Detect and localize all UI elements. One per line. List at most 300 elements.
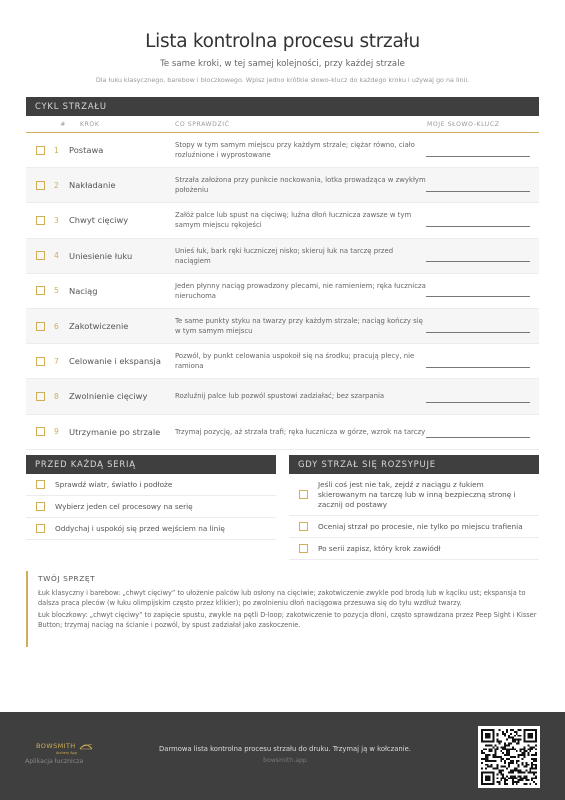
qr-module bbox=[510, 777, 512, 779]
tip-paragraph: Łuk klasyczny i barebow: „chwyt cięciwy” to ułożenie palców lub osłony na cięciwie; zakotwiczenie zwykle pod brodą lub w kąciku ust; ekspansja to dalsza praca pleców (w łuku olimpijskim często przez klikier); po zwolnieniu dłoń naciągowa przesuwa się do tyłu wzdłuż twarzy. bbox=[38, 589, 526, 607]
qr-module bbox=[506, 754, 508, 756]
step-name: Nakładanie bbox=[69, 180, 116, 191]
qr-module bbox=[500, 773, 502, 775]
qr-module bbox=[520, 748, 522, 750]
qr-module bbox=[496, 773, 498, 775]
qr-module bbox=[506, 758, 508, 760]
qr-module bbox=[506, 744, 508, 746]
qr-module bbox=[508, 750, 510, 752]
step-name: Uniesienie łuku bbox=[69, 250, 133, 261]
qr-module bbox=[506, 731, 508, 733]
qr-module bbox=[504, 744, 506, 746]
qr-module bbox=[495, 744, 497, 746]
qr-module bbox=[502, 733, 504, 735]
qr-module bbox=[481, 775, 483, 777]
qr-module bbox=[493, 733, 495, 735]
qr-module bbox=[506, 775, 508, 777]
qr-module bbox=[518, 741, 520, 743]
qr-module bbox=[512, 737, 514, 739]
qr-module bbox=[512, 729, 514, 731]
qr-module bbox=[496, 735, 498, 737]
qr-module bbox=[535, 739, 537, 741]
item-checkbox[interactable] bbox=[36, 480, 45, 489]
qr-module bbox=[516, 781, 518, 783]
qr-module bbox=[500, 760, 502, 762]
qr-module bbox=[531, 741, 533, 743]
qr-module bbox=[531, 777, 533, 779]
qr-module bbox=[487, 764, 489, 766]
item-checkbox[interactable] bbox=[299, 544, 308, 553]
qr-module bbox=[510, 756, 512, 758]
step-name: Naciąg bbox=[69, 285, 98, 296]
keyword-input-line[interactable] bbox=[426, 437, 530, 438]
qr-module bbox=[514, 735, 516, 737]
brand-wordmark bbox=[36, 742, 96, 750]
brand-app-label: Aplikacja łucznicza bbox=[25, 758, 84, 765]
keyword-input-line[interactable] bbox=[426, 191, 530, 192]
qr-module bbox=[500, 741, 502, 743]
qr-module bbox=[512, 762, 514, 764]
footer-text: Darmowa lista kontrolna procesu strzału do druku. Trzymaj ją w kołczanie. bbox=[159, 745, 411, 753]
qr-module bbox=[504, 733, 506, 735]
qr-module bbox=[523, 733, 525, 735]
qr-module bbox=[527, 744, 529, 746]
qr-module bbox=[525, 762, 527, 764]
qr-module bbox=[523, 741, 525, 743]
step-checkbox[interactable] bbox=[36, 427, 45, 436]
item-label: Po serii zapisz, który krok zawiódł bbox=[318, 543, 441, 553]
qr-module bbox=[527, 735, 529, 737]
qr-module bbox=[483, 729, 485, 731]
qr-module bbox=[527, 733, 529, 735]
qr-module bbox=[512, 756, 514, 758]
keyword-input-line[interactable] bbox=[426, 156, 530, 157]
list-item bbox=[26, 474, 276, 496]
qr-module bbox=[504, 779, 506, 781]
qr-module bbox=[527, 779, 529, 781]
qr-module bbox=[523, 752, 525, 754]
qr-module bbox=[506, 729, 508, 731]
qr-module bbox=[496, 766, 498, 768]
qr-module bbox=[533, 758, 535, 760]
qr-module bbox=[493, 773, 495, 775]
qr-module bbox=[489, 748, 491, 750]
qr-module bbox=[500, 771, 502, 773]
qr-module bbox=[489, 777, 491, 779]
qr-module bbox=[522, 752, 524, 754]
qr-module bbox=[489, 744, 491, 746]
qr-module bbox=[522, 754, 524, 756]
qr-module bbox=[529, 733, 531, 735]
qr-module bbox=[533, 773, 535, 775]
qr-module bbox=[483, 752, 485, 754]
qr-module bbox=[481, 779, 483, 781]
qr-module bbox=[514, 777, 516, 779]
qr-module bbox=[527, 729, 529, 731]
qr-module bbox=[504, 748, 506, 750]
list-item bbox=[26, 496, 276, 518]
qr-module bbox=[489, 775, 491, 777]
column-check: CO SPRAWDZIĆ bbox=[175, 120, 230, 128]
qr-module bbox=[535, 758, 537, 760]
qr-module bbox=[518, 729, 520, 731]
list-item bbox=[26, 518, 276, 540]
qr-module bbox=[512, 748, 514, 750]
qr-module bbox=[491, 741, 493, 743]
qr-module bbox=[525, 779, 527, 781]
qr-module bbox=[498, 781, 500, 783]
qr-module bbox=[510, 770, 512, 772]
qr-module bbox=[514, 731, 516, 733]
qr-module bbox=[500, 750, 502, 752]
qr-module bbox=[535, 731, 537, 733]
qr-module bbox=[485, 737, 487, 739]
qr-module bbox=[529, 741, 531, 743]
qr-module bbox=[491, 744, 493, 746]
qr-module bbox=[533, 764, 535, 766]
qr-module bbox=[487, 775, 489, 777]
qr-module bbox=[527, 764, 529, 766]
table-row bbox=[26, 239, 539, 274]
step-number: 5 bbox=[54, 286, 59, 296]
step-checkbox[interactable] bbox=[36, 181, 45, 190]
keyword-input-line[interactable] bbox=[426, 296, 530, 297]
qr-module bbox=[514, 770, 516, 772]
qr-module bbox=[502, 758, 504, 760]
qr-module bbox=[510, 775, 512, 777]
page-header bbox=[0, 0, 565, 84]
qr-module bbox=[525, 775, 527, 777]
qr-module bbox=[495, 754, 497, 756]
qr-module bbox=[483, 741, 485, 743]
qr-module bbox=[516, 768, 518, 770]
qr-module bbox=[485, 764, 487, 766]
qr-module bbox=[518, 764, 520, 766]
step-description: Załóż palce lub spust na cięciwę; luźna dłoń łucznicza zawsze w tym samym miejscu rękojeści bbox=[175, 211, 412, 230]
qr-module bbox=[483, 748, 485, 750]
qr-module bbox=[493, 731, 495, 733]
qr-module bbox=[489, 741, 491, 743]
qr-module bbox=[489, 735, 491, 737]
qr-module bbox=[500, 770, 502, 772]
qr-module bbox=[529, 783, 531, 785]
table-row bbox=[26, 379, 539, 414]
qr-module bbox=[508, 771, 510, 773]
qr-module bbox=[531, 766, 533, 768]
qr-module bbox=[531, 737, 533, 739]
step-number: 2 bbox=[54, 180, 59, 190]
qr-module bbox=[508, 752, 510, 754]
qr-module bbox=[495, 760, 497, 762]
qr-module bbox=[487, 744, 489, 746]
qr-module bbox=[495, 750, 497, 752]
qr-module bbox=[487, 735, 489, 737]
qr-module bbox=[493, 737, 495, 739]
qr-module bbox=[493, 775, 495, 777]
qr-module bbox=[535, 752, 537, 754]
qr-module bbox=[523, 739, 525, 741]
qr-module bbox=[535, 783, 537, 785]
qr-module bbox=[523, 777, 525, 779]
qr-module bbox=[535, 771, 537, 773]
qr-module bbox=[481, 781, 483, 783]
step-description: Strzała założona przy punkcie nockowania, lotka prowadząca w zwykłym położeniu bbox=[175, 176, 426, 195]
step-description: Pozwól, by punkt celowania uspokoił się na środku; pracują plecy, nie ramiona bbox=[175, 352, 415, 371]
qr-module bbox=[512, 760, 514, 762]
step-checkbox[interactable] bbox=[36, 286, 45, 295]
qr-module bbox=[516, 743, 518, 745]
qr-module bbox=[502, 770, 504, 772]
keyword-input-line[interactable] bbox=[426, 332, 530, 333]
qr-module bbox=[531, 733, 533, 735]
qr-module bbox=[518, 766, 520, 768]
qr-module bbox=[496, 781, 498, 783]
table-row bbox=[26, 133, 539, 168]
qr-module bbox=[485, 735, 487, 737]
qr-module bbox=[481, 729, 483, 731]
step-checkbox[interactable] bbox=[36, 322, 45, 331]
keyword-input-line[interactable] bbox=[426, 367, 530, 368]
qr-module bbox=[523, 783, 525, 785]
qr-module bbox=[531, 768, 533, 770]
brand-tagline: Archery App bbox=[56, 751, 77, 755]
step-name: Zakotwiczenie bbox=[69, 321, 129, 332]
table-row bbox=[26, 344, 539, 379]
qr-module bbox=[483, 771, 485, 773]
qr-module bbox=[489, 779, 491, 781]
table-row bbox=[26, 168, 539, 203]
qr-module bbox=[481, 733, 483, 735]
qr-module bbox=[535, 737, 537, 739]
step-name: Chwyt cięciwy bbox=[69, 215, 129, 226]
qr-module bbox=[512, 746, 514, 748]
qr-module bbox=[527, 754, 529, 756]
qr-module bbox=[481, 735, 483, 737]
qr-module bbox=[485, 756, 487, 758]
qr-module bbox=[510, 760, 512, 762]
qr-module bbox=[523, 771, 525, 773]
qr-module bbox=[510, 771, 512, 773]
qr-module bbox=[502, 775, 504, 777]
qr-module bbox=[489, 771, 491, 773]
qr-module bbox=[525, 741, 527, 743]
qr-module bbox=[516, 777, 518, 779]
qr-module bbox=[500, 766, 502, 768]
qr-module bbox=[533, 760, 535, 762]
qr-module bbox=[496, 739, 498, 741]
when-scatter-heading: GDY STRZAŁ SIĘ ROZSYPUJE bbox=[289, 455, 539, 474]
qr-module bbox=[527, 737, 529, 739]
qr-module bbox=[520, 777, 522, 779]
qr-module bbox=[504, 760, 506, 762]
qr-module bbox=[491, 766, 493, 768]
qr-module bbox=[522, 758, 524, 760]
qr-module bbox=[535, 733, 537, 735]
qr-module bbox=[500, 756, 502, 758]
qr-module bbox=[514, 741, 516, 743]
qr-module bbox=[493, 783, 495, 785]
qr-module bbox=[487, 783, 489, 785]
qr-module bbox=[493, 735, 495, 737]
item-checkbox[interactable] bbox=[36, 502, 45, 511]
qr-module bbox=[491, 750, 493, 752]
step-number: 1 bbox=[54, 145, 59, 155]
qr-module bbox=[487, 766, 489, 768]
step-checkbox[interactable] bbox=[36, 251, 45, 260]
keyword-input-line[interactable] bbox=[426, 402, 530, 403]
qr-module bbox=[514, 768, 516, 770]
qr-module bbox=[485, 777, 487, 779]
step-checkbox[interactable] bbox=[36, 357, 45, 366]
qr-module bbox=[512, 739, 514, 741]
qr-module bbox=[491, 729, 493, 731]
list-item bbox=[289, 516, 539, 538]
qr-module bbox=[506, 750, 508, 752]
qr-module bbox=[533, 768, 535, 770]
qr-module bbox=[496, 777, 498, 779]
qr-module bbox=[496, 756, 498, 758]
qr-module bbox=[485, 754, 487, 756]
qr-module bbox=[518, 743, 520, 745]
qr-module bbox=[481, 777, 483, 779]
qr-module bbox=[485, 775, 487, 777]
qr-module bbox=[485, 771, 487, 773]
qr-module bbox=[498, 771, 500, 773]
qr-module bbox=[516, 760, 518, 762]
item-label: Oddychaj i uspokój się przed wejściem na linię bbox=[55, 523, 225, 533]
qr-module bbox=[527, 741, 529, 743]
qr-module bbox=[483, 758, 485, 760]
column-num: # bbox=[60, 120, 66, 128]
qr-module bbox=[481, 737, 483, 739]
qr-module bbox=[529, 735, 531, 737]
qr-module bbox=[485, 779, 487, 781]
qr-module bbox=[529, 771, 531, 773]
item-checkbox[interactable] bbox=[299, 490, 308, 499]
qr-module bbox=[502, 766, 504, 768]
qr-module bbox=[493, 777, 495, 779]
page-title: Lista kontrolna procesu strzału bbox=[145, 31, 420, 52]
qr-module bbox=[527, 752, 529, 754]
qr-module bbox=[531, 729, 533, 731]
qr-module bbox=[520, 754, 522, 756]
shot-cycle-heading: CYKL STRZAŁU bbox=[26, 97, 539, 116]
qr-module bbox=[518, 756, 520, 758]
qr-module bbox=[535, 766, 537, 768]
qr-module bbox=[522, 777, 524, 779]
qr-module bbox=[481, 758, 483, 760]
step-checkbox[interactable] bbox=[36, 216, 45, 225]
qr-module bbox=[510, 762, 512, 764]
step-description: Rozluźnij palce lub pozwól spustowi zadziałać; bez szarpania bbox=[175, 392, 385, 401]
qr-module bbox=[522, 748, 524, 750]
qr-module bbox=[516, 762, 518, 764]
qr-module bbox=[504, 762, 506, 764]
qr-module bbox=[502, 773, 504, 775]
qr-module bbox=[529, 750, 531, 752]
qr-module bbox=[535, 775, 537, 777]
qr-module bbox=[520, 739, 522, 741]
qr-module bbox=[491, 783, 493, 785]
qr-module bbox=[502, 748, 504, 750]
item-checkbox[interactable] bbox=[299, 522, 308, 531]
qr-module bbox=[498, 741, 500, 743]
qr-module bbox=[523, 748, 525, 750]
step-checkbox[interactable] bbox=[36, 392, 45, 401]
qr-module bbox=[525, 750, 527, 752]
qr-module bbox=[531, 762, 533, 764]
qr-module bbox=[518, 739, 520, 741]
item-label: Sprawdź wiatr, światło i podłoże bbox=[55, 479, 173, 489]
qr-module bbox=[489, 729, 491, 731]
qr-module bbox=[520, 729, 522, 731]
qr-module bbox=[522, 779, 524, 781]
qr-module bbox=[514, 775, 516, 777]
qr-module bbox=[516, 733, 518, 735]
step-number: 3 bbox=[54, 215, 59, 225]
qr-module bbox=[527, 771, 529, 773]
column-keyword: MOJE SŁOWO-KLUCZ bbox=[427, 120, 500, 128]
qr-module bbox=[535, 744, 537, 746]
bow-icon bbox=[79, 743, 93, 750]
shot-cycle-section bbox=[26, 97, 539, 450]
qr-module bbox=[489, 733, 491, 735]
tip-title: TWÓJ SPRZĘT bbox=[38, 574, 96, 583]
qr-module bbox=[498, 783, 500, 785]
qr-module bbox=[496, 746, 498, 748]
qr-module bbox=[508, 754, 510, 756]
step-description: Unieś łuk, bark ręki łuczniczej nisko; skieruj łuk na tarczę przed naciągiem bbox=[175, 246, 394, 265]
qr-module bbox=[485, 748, 487, 750]
equipment-tip bbox=[26, 571, 539, 647]
qr-module bbox=[506, 768, 508, 770]
table-row bbox=[26, 415, 539, 450]
item-label: Wybierz jeden cel procesowy na serię bbox=[55, 501, 193, 511]
qr-module bbox=[535, 768, 537, 770]
keyword-input-line[interactable] bbox=[426, 261, 530, 262]
qr-module bbox=[520, 735, 522, 737]
qr-module bbox=[535, 764, 537, 766]
qr-module bbox=[510, 737, 512, 739]
qr-module bbox=[523, 766, 525, 768]
qr-module bbox=[493, 779, 495, 781]
qr-module bbox=[525, 777, 527, 779]
brand-logo bbox=[36, 742, 96, 755]
qr-module bbox=[498, 756, 500, 758]
step-checkbox[interactable] bbox=[36, 146, 45, 155]
qr-module bbox=[487, 756, 489, 758]
qr-module bbox=[483, 783, 485, 785]
table-row bbox=[26, 309, 539, 344]
qr-module bbox=[508, 777, 510, 779]
keyword-input-line[interactable] bbox=[426, 226, 530, 227]
qr-module bbox=[500, 777, 502, 779]
qr-module bbox=[516, 770, 518, 772]
footer-url[interactable]: bowsmith.app bbox=[263, 757, 307, 764]
qr-module bbox=[493, 768, 495, 770]
qr-module bbox=[523, 754, 525, 756]
qr-module bbox=[508, 737, 510, 739]
item-checkbox[interactable] bbox=[36, 524, 45, 533]
qr-module bbox=[481, 739, 483, 741]
qr-module bbox=[493, 771, 495, 773]
qr-module bbox=[533, 771, 535, 773]
qr-module bbox=[485, 744, 487, 746]
qr-module bbox=[510, 743, 512, 745]
qr-module bbox=[504, 735, 506, 737]
qr-module bbox=[485, 783, 487, 785]
qr-module bbox=[485, 768, 487, 770]
